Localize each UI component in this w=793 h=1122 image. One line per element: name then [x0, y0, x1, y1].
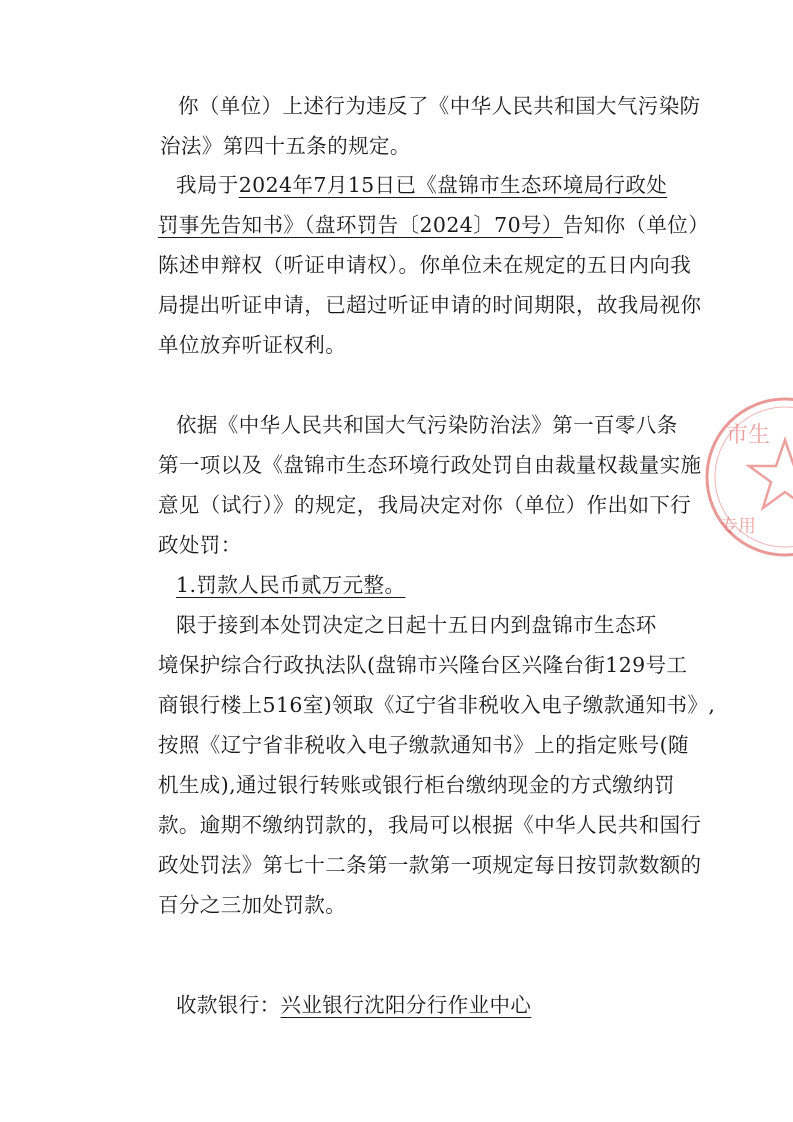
text-line: 治法》第四十五条的规定。 — [160, 134, 411, 158]
paragraph-notice — [158, 165, 710, 365]
text-line — [158, 565, 688, 605]
text-line: 第一项以及《盘锦市生态环境行政处罚自由裁量权裁量实施 — [158, 453, 702, 477]
text-line: 按照《辽宁省非税收入电子缴款通知书》上的指定账号(随 — [158, 733, 689, 757]
text-line: 商银行楼上516室)领取《辽宁省非税收入电子缴款通知书》, — [158, 693, 716, 717]
text-line — [158, 165, 688, 205]
text-line: 款。逾期不缴纳罚款的，我局可以根据《中华人民共和国行 — [158, 813, 702, 837]
underlined-text: 1.罚款人民币贰万元整。 — [176, 573, 406, 597]
text-line: 政处罚法》第七十二条第一款第一项规定每日按罚款数额的 — [158, 853, 702, 877]
underlined-text: 2024年7月15日已《盘锦市生态环境局行政处 — [238, 173, 668, 197]
text-line: 百分之三加处罚款。 — [158, 893, 347, 917]
bank-label: 收款银行： — [176, 993, 281, 1017]
text-segment: 告知你（单位） — [562, 213, 710, 237]
text-line — [158, 985, 688, 1025]
underlined-text: 罚事先告知书》（盘环罚告〔2024〕70号） — [158, 213, 563, 237]
text-line: 你（单位）上述行为违反了《中华人民共和国大气污染防 — [178, 94, 701, 118]
text-line: 依据《中华人民共和国大气污染防治法》第一百零八条 — [176, 413, 678, 437]
seal-text-bottom: 专用 — [720, 516, 756, 537]
text-line: 境保护综合行政执法队(盘锦市兴隆台区兴隆台街129号工 — [158, 653, 688, 677]
seal-text-top: 市生 — [726, 423, 771, 448]
paragraph-penalty-item — [158, 565, 688, 605]
text-line: 局提出听证申请，已超过听证申请的时间期限，故我局视你 — [158, 293, 702, 317]
bank-value: 兴业银行沈阳分行作业中心 — [280, 993, 532, 1017]
text-segment: 我局于 — [176, 173, 239, 197]
paragraph-basis — [158, 405, 702, 565]
text-line — [158, 205, 710, 245]
paragraph-payment-instructions — [158, 605, 716, 925]
text-line: 意见（试行）》的规定，我局决定对你（单位）作出如下行 — [158, 493, 692, 517]
official-seal — [700, 392, 793, 562]
text-line: 政处罚： — [158, 533, 242, 557]
text-line: 机生成),通过银行转账或银行柜台缴纳现金的方式缴纳罚 — [158, 773, 675, 797]
text-line: 限于接到本处罚决定之日起十五日内到盘锦市生态环 — [176, 613, 657, 637]
text-line: 陈述申辩权（听证申请权）。你单位未在规定的五日内向我 — [158, 253, 692, 277]
text-line: 单位放弃听证权利。 — [158, 333, 347, 357]
paragraph-violation — [160, 86, 701, 166]
seal-star-icon — [749, 440, 793, 508]
paragraph-bank — [158, 985, 688, 1025]
